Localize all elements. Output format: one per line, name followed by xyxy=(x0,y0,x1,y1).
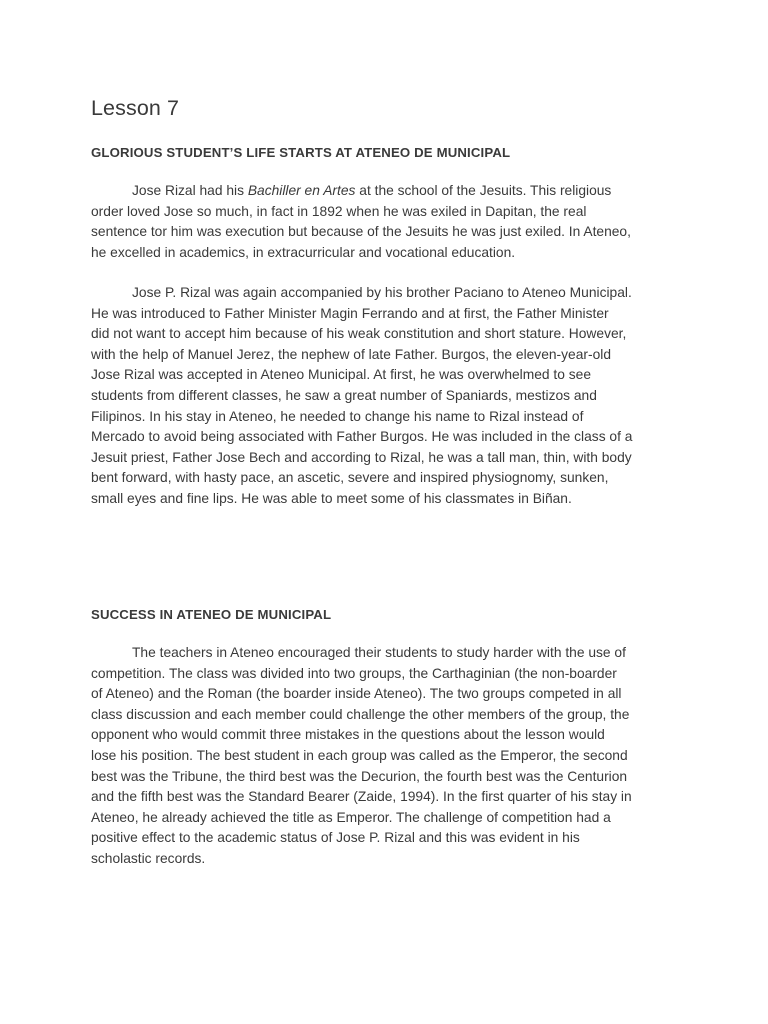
paragraph-competition xyxy=(91,643,691,870)
paragraph-line: Jose Rizal had his Bachiller en Artes at the school of the Jesuits. This religious xyxy=(132,183,612,198)
paragraph-line: Filipinos. In his stay in Ateneo, he needed to change his name to Rizal instead of xyxy=(91,408,584,424)
paragraph-line: small eyes and fine lips. He was able to meet some of his classmates in Biñan. xyxy=(91,490,572,506)
paragraph-line: he excelled in academics, in extracurricular and vocational education. xyxy=(91,244,516,260)
paragraph-paciano xyxy=(91,283,691,510)
paragraph-line: positive effect to the academic status of Jose P. Rizal and this was evident in his xyxy=(91,830,580,846)
paragraph-line: Jesuit priest, Father Jose Bech and according to Rizal, he was a tall man, thin, with body xyxy=(91,449,632,465)
paragraph-line: sentence tor him was execution but because of the Jesuits he was just exiled. In Ateneo, xyxy=(91,224,631,240)
section-heading-glorious: GLORIOUS STUDENT’S LIFE STARTS AT ATENEO DE MUNICIPAL xyxy=(91,145,511,160)
paragraph-line: class discussion and each member could challenge the other members of the group, the xyxy=(91,706,630,722)
paragraph-line: of Ateneo) and the Roman (the boarder inside Ateneo). The two groups competed in all xyxy=(91,686,622,702)
paragraph-line: did not want to accept him because of his weak constitution and short stature. However, xyxy=(91,326,627,342)
lesson-title: Lesson 7 xyxy=(91,96,180,120)
paragraph-line: Jose P. Rizal was again accompanied by his brother Paciano to Ateneo Municipal. xyxy=(132,285,632,300)
paragraph-line: The teachers in Ateneo encouraged their students to study harder with the use of xyxy=(132,645,626,660)
paragraph-line: Jose Rizal was accepted in Ateneo Municipal. At first, he was overwhelmed to see xyxy=(91,367,592,383)
paragraph-line: with the help of Manuel Jerez, the nephew of late Father. Burgos, the eleven-year-old xyxy=(91,346,611,362)
paragraph-line: Mercado to avoid being associated with Father Burgos. He was included in the class of a xyxy=(91,429,633,445)
paragraph-line: opponent who would commit three mistakes in the questions about the lesson would xyxy=(91,727,605,743)
paragraph-line: Ateneo, he already achieved the title as Emperor. The challenge of competition had a xyxy=(91,809,611,825)
paragraph-bachiller xyxy=(91,181,691,263)
paragraph-line: scholastic records. xyxy=(91,850,206,866)
paragraph-line: lose his position. The best student in each group was called as the Emperor, the second xyxy=(91,747,628,763)
paragraph-line: bent forward, with hasty pace, an ascetic, severe and inspired physiognomy, sunken, xyxy=(91,470,609,486)
paragraph-line: and the fifth best was the Standard Bearer (Zaide, 1994). In the first quarter of his stay in xyxy=(91,789,632,805)
paragraph-line: competition. The class was divided into two groups, the Carthaginian (the non-boarder xyxy=(91,665,617,681)
paragraph-line: best was the Tribune, the third best was the Decurion, the fourth best was the Centurion xyxy=(91,768,628,784)
paragraph-line: students from different classes, he saw a great number of Spaniards, mestizos and xyxy=(91,387,597,403)
paragraph-line: order loved Jose so much, in fact in 1892 when he was exiled in Dapitan, the real xyxy=(91,203,587,219)
italic-term-bachiller: Bachiller en Artes xyxy=(247,183,356,198)
section-heading-success: SUCCESS IN ATENEO DE MUNICIPAL xyxy=(91,607,332,622)
paragraph-line: He was introduced to Father Minister Magin Ferrando and at first, the Father Minister xyxy=(91,305,609,321)
